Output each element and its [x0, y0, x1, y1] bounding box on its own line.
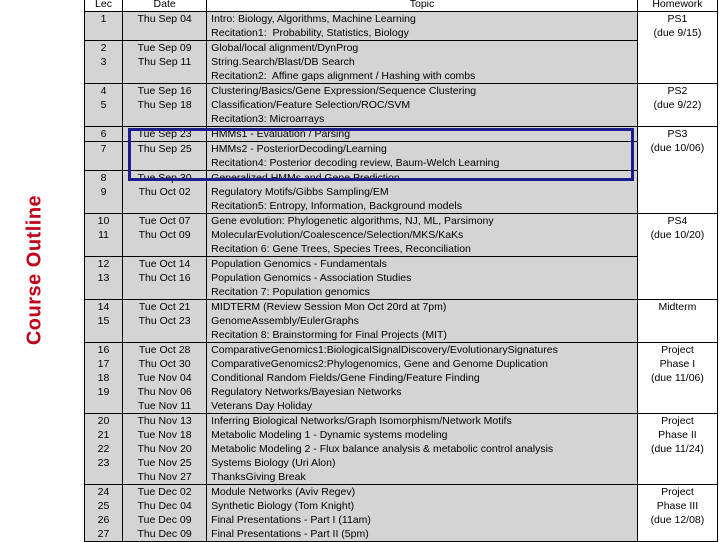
lec-cell: 16 17 18 19	[85, 343, 123, 414]
course-outline-table	[84, 0, 718, 542]
lec-cell: 10 11	[85, 214, 123, 257]
lec-cell: 2 3	[85, 41, 123, 84]
homework-cell: PS4 (due 10/20)	[637, 214, 717, 300]
topic-cell: Clustering/Basics/Gene Expression/Sequence Clustering Classification/Feature Selection/ROC/SVM Recitation3: Microarrays	[207, 84, 638, 127]
homework-cell: PS2 (due 9/22)	[637, 84, 717, 127]
topic-cell: Population Genomics - Fundamentals Population Genomics - Association Studies Recitation 7: Population genomics	[207, 257, 638, 300]
topic-cell: Intro: Biology, Algorithms, Machine Learning Recitation1: Probability, Statistics, Biology	[207, 12, 638, 41]
course-outline-title	[20, 0, 50, 540]
table-row	[85, 414, 718, 485]
date-cell: Tue Dec 02 Thu Dec 04 Tue Dec 09 Thu Dec 09	[123, 485, 207, 542]
topic-cell: ComparativeGenomics1:BiologicalSignalDiscovery/EvolutionarySignatures ComparativeGenomics2:Phylogenomics, Gene and Genome Duplication Conditional Random Fields/Gene Finding/Feature Finding Regulatory Networks/Bayesian Networks Veterans Day Holiday	[207, 343, 638, 414]
table-row	[85, 84, 718, 127]
header-lec: Lec	[85, 0, 123, 12]
header-topic: Topic	[207, 0, 638, 12]
homework-cell: PS3 (due 10/06)	[637, 127, 717, 214]
header-homework: Homework	[637, 0, 717, 12]
table-row	[85, 300, 718, 343]
lec-cell: 12 13	[85, 257, 123, 300]
table-row	[85, 41, 718, 84]
date-cell: Tue Oct 28 Thu Oct 30 Tue Nov 04 Thu Nov 06 Tue Nov 11	[123, 343, 207, 414]
date-cell: Thu Nov 13 Tue Nov 18 Thu Nov 20 Tue Nov 25 Thu Nov 27	[123, 414, 207, 485]
topic-cell: Global/local alignment/DynProg String.Search/Blast/DB Search Recitation2: Affine gaps alignment / Hashing with combs	[207, 41, 638, 84]
topic-cell: Gene evolution: Phylogenetic algorithms, NJ, ML, Parsimony MolecularEvolution/Coalescence/Selection/MKS/KaKs Recitation 6: Gene Trees, Species Trees, Reconciliation	[207, 214, 638, 257]
date-cell: Tue Oct 21 Thu Oct 23	[123, 300, 207, 343]
table-row	[85, 127, 718, 142]
table-row	[85, 485, 718, 542]
lec-cell: 1	[85, 12, 123, 41]
course-outline-title-text: Course Outline	[23, 194, 46, 346]
homework-cell: Project Phase III (due 12/08)	[637, 485, 717, 542]
topic-cell: HMMs2 - PosteriorDecoding/Learning Recitation4: Posterior decoding review, Baum-Welch Learning	[207, 142, 638, 171]
homework-cell: Midterm	[637, 300, 717, 343]
date-cell: Tue Sep 23	[123, 127, 207, 142]
topic-cell: Generalized HMMs and Gene Prediction Regulatory Motifs/Gibbs Sampling/EM Recitation5: Entropy, Information, Background models	[207, 171, 638, 214]
table-row	[85, 257, 718, 300]
lec-cell: 4 5	[85, 84, 123, 127]
topic-cell: HMMs1 - Evaluation / Parsing	[207, 127, 638, 142]
homework-cell: Project Phase I (due 11/06)	[637, 343, 717, 414]
date-cell: Tue Sep 16 Thu Sep 18	[123, 84, 207, 127]
lec-cell: 6	[85, 127, 123, 142]
date-cell: Tue Sep 30 Thu Oct 02	[123, 171, 207, 214]
homework-cell: PS1 (due 9/15)	[637, 12, 717, 84]
date-cell: Tue Oct 07 Thu Oct 09	[123, 214, 207, 257]
table-row	[85, 142, 718, 171]
table-row	[85, 343, 718, 414]
date-cell: Tue Sep 09 Thu Sep 11	[123, 41, 207, 84]
header-row	[85, 0, 718, 12]
homework-cell: Project Phase II (due 11/24)	[637, 414, 717, 485]
date-cell: Thu Sep 04	[123, 12, 207, 41]
table-row	[85, 171, 718, 214]
topic-cell: Module Networks (Aviv Regev) Synthetic Biology (Tom Knight) Final Presentations - Part I (11am) Final Presentations - Part II (5pm)	[207, 485, 638, 542]
topic-cell: Inferring Biological Networks/Graph Isomorphism/Network Motifs Metabolic Modeling 1 - Dynamic systems modeling Metabolic Modeling 2 - Flux balance analysis & metabolic control analysis Systems Biology (Uri Alon) ThanksGiving Break	[207, 414, 638, 485]
lec-cell: 14 15	[85, 300, 123, 343]
date-cell: Tue Oct 14 Thu Oct 16	[123, 257, 207, 300]
table-row	[85, 214, 718, 257]
lec-cell: 8 9	[85, 171, 123, 214]
lec-cell: 24 25 26 27	[85, 485, 123, 542]
date-cell: Thu Sep 25	[123, 142, 207, 171]
lec-cell: 20 21 22 23	[85, 414, 123, 485]
topic-cell: MIDTERM (Review Session Mon Oct 20rd at 7pm) GenomeAssembly/EulerGraphs Recitation 8: Brainstorming for Final Projects (MIT)	[207, 300, 638, 343]
lec-cell: 7	[85, 142, 123, 171]
table-row	[85, 12, 718, 41]
header-date: Date	[123, 0, 207, 12]
